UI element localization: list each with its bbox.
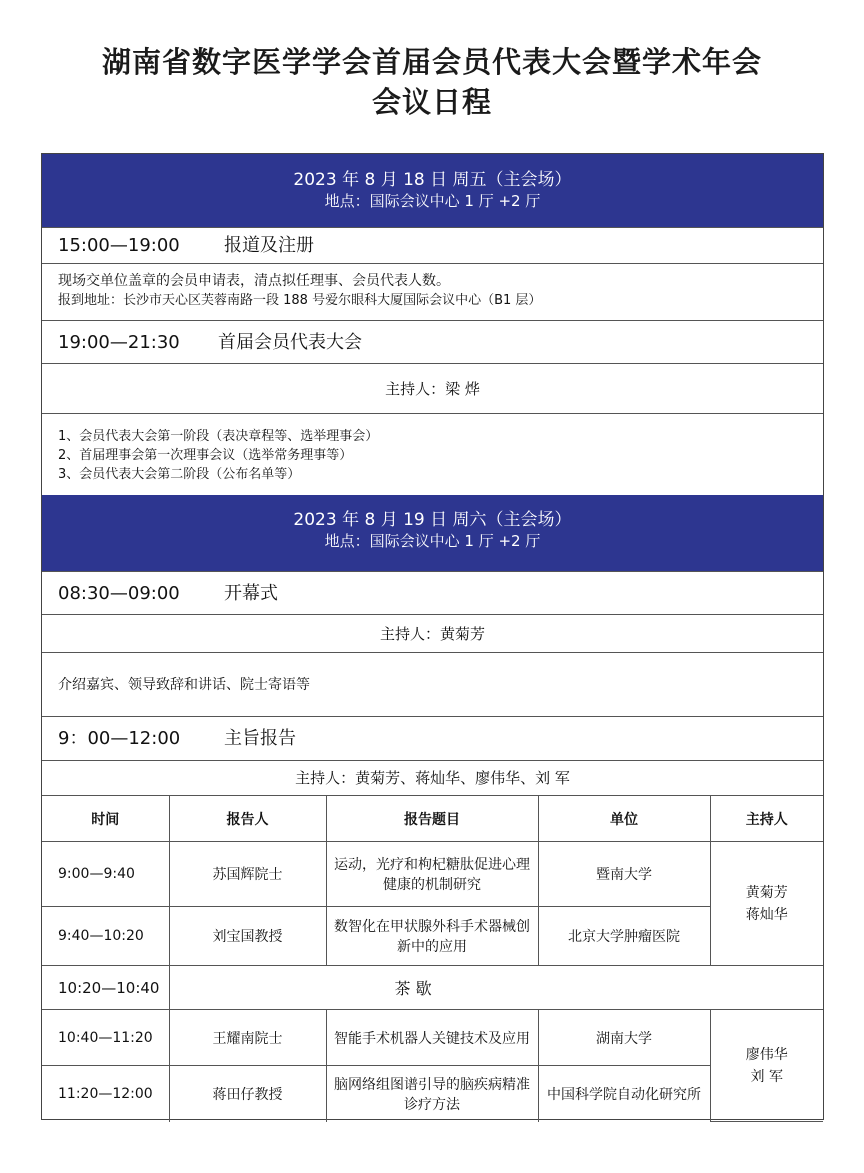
keynote-table bbox=[42, 795, 823, 1122]
agenda-item: 2、首届理事会第一次理事会议（选举常务理事等） bbox=[58, 448, 353, 463]
opening-note-row bbox=[42, 652, 823, 716]
opening-row bbox=[42, 571, 823, 614]
break-label: 茶 歇 bbox=[169, 966, 823, 1010]
row-topic: 脑网络组图谱引导的脑疾病精准诊疗方法 bbox=[326, 1066, 538, 1122]
meeting-time: 19:00—21:30 bbox=[58, 332, 180, 353]
day1-venue: 地点：国际会议中心 1 厅 +2 厅 bbox=[324, 192, 541, 210]
registration-notes bbox=[42, 263, 823, 320]
table-row bbox=[42, 907, 823, 966]
row-topic: 智能手术机器人关键技术及应用 bbox=[326, 1010, 538, 1066]
day1-date: 2023 年 8 月 18 日 周五（主会场） bbox=[293, 170, 572, 190]
keynote-row bbox=[42, 716, 823, 760]
registration-row bbox=[42, 227, 823, 263]
meeting-title: 首届会员代表大会 bbox=[218, 332, 362, 353]
row-time: 10:40—11:20 bbox=[42, 1010, 169, 1066]
keynote-hosts: 主持人：黄菊芳、蒋灿华、廖伟华、刘 军 bbox=[295, 769, 570, 787]
registration-address: 报到地址：长沙市天心区芙蓉南路一段 188 号爱尔眼科大厦国际会议中心（B1 层） bbox=[58, 293, 542, 308]
page-title: 湖南省数字医学学会首届会员代表大会暨学术年会 bbox=[101, 45, 762, 79]
host-group: 黄菊芳 蒋灿华 bbox=[710, 842, 823, 966]
day2-header bbox=[42, 495, 823, 571]
meeting-host-row bbox=[42, 363, 823, 413]
agenda-item: 1、会员代表大会第一阶段（表决章程等、选举理事会） bbox=[58, 429, 379, 444]
col-header-unit: 单位 bbox=[538, 796, 710, 842]
table-row bbox=[42, 1066, 823, 1122]
day2-date: 2023 年 8 月 19 日 周六（主会场） bbox=[293, 510, 572, 530]
row-speaker: 苏国辉院士 bbox=[169, 842, 326, 907]
keynote-hosts-row bbox=[42, 760, 823, 795]
row-time: 11:20—12:00 bbox=[42, 1066, 169, 1122]
opening-host-row bbox=[42, 614, 823, 652]
opening-note: 介绍嘉宾、领导致辞和讲话、院士寄语等 bbox=[58, 677, 310, 693]
registration-note: 现场交单位盖章的会员申请表，清点拟任理事、会员代表人数。 bbox=[58, 273, 450, 289]
day1-header bbox=[42, 154, 823, 227]
col-header-speaker: 报告人 bbox=[169, 796, 326, 842]
row-speaker: 王耀南院士 bbox=[169, 1010, 326, 1066]
opening-time: 08:30—09:00 bbox=[58, 583, 180, 604]
opening-host: 主持人：黄菊芳 bbox=[379, 625, 485, 643]
registration-title: 报道及注册 bbox=[224, 235, 314, 256]
schedule-frame bbox=[41, 153, 824, 1120]
keynote-time: 9：00—12:00 bbox=[58, 728, 181, 749]
row-unit: 中国科学院自动化研究所 bbox=[538, 1066, 710, 1122]
day2-venue: 地点：国际会议中心 1 厅 +2 厅 bbox=[324, 532, 541, 550]
agenda-item: 3、会员代表大会第二阶段（公布名单等） bbox=[58, 467, 301, 482]
row-time: 9:00—9:40 bbox=[42, 842, 169, 907]
col-header-time: 时间 bbox=[42, 796, 169, 842]
col-header-host: 主持人 bbox=[710, 796, 823, 842]
row-topic: 数智化在甲状腺外科手术器械创新中的应用 bbox=[326, 907, 538, 966]
table-header-row bbox=[42, 796, 823, 842]
page-subtitle: 会议日程 bbox=[371, 85, 492, 119]
host-group: 廖伟华 刘 军 bbox=[710, 1010, 823, 1122]
break-time: 10:20—10:40 bbox=[42, 966, 169, 1010]
agenda-list bbox=[42, 413, 823, 495]
row-topic: 运动，光疗和枸杞糖肽促进心理健康的机制研究 bbox=[326, 842, 538, 907]
row-unit: 湖南大学 bbox=[538, 1010, 710, 1066]
meeting-row bbox=[42, 320, 823, 363]
row-unit: 暨南大学 bbox=[538, 842, 710, 907]
row-speaker: 刘宝国教授 bbox=[169, 907, 326, 966]
row-speaker: 蒋田仔教授 bbox=[169, 1066, 326, 1122]
registration-time: 15:00—19:00 bbox=[58, 235, 180, 256]
keynote-title: 主旨报告 bbox=[224, 728, 296, 749]
table-row bbox=[42, 1010, 823, 1066]
break-row bbox=[42, 966, 823, 1010]
row-unit: 北京大学肿瘤医院 bbox=[538, 907, 710, 966]
opening-title: 开幕式 bbox=[224, 583, 278, 604]
row-time: 9:40—10:20 bbox=[42, 907, 169, 966]
meeting-host: 主持人：梁 烨 bbox=[385, 380, 480, 398]
col-header-topic: 报告题目 bbox=[326, 796, 538, 842]
table-row bbox=[42, 842, 823, 907]
